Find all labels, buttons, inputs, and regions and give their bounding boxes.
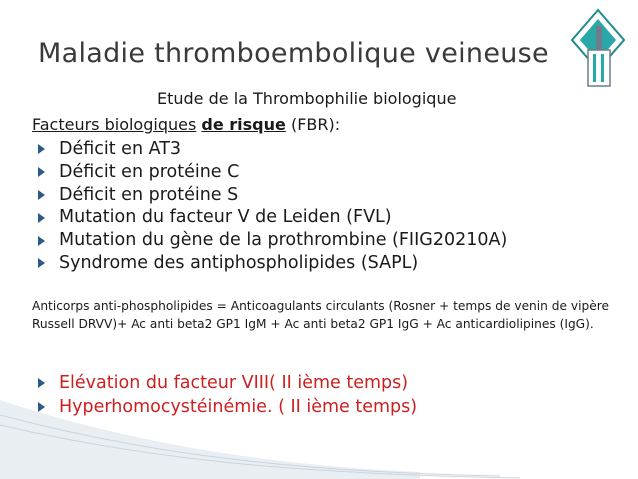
fbr-heading-part3: (FBR):: [290, 115, 341, 134]
list-item: [32, 371, 417, 395]
fbr-heading: [32, 115, 340, 134]
bullet-arrow-icon: [38, 167, 45, 177]
second-phase-list: [32, 371, 417, 419]
bullet-arrow-icon: [38, 236, 45, 246]
list-item-label: Mutation du gène de la prothrombine (FIIG20210A): [59, 230, 508, 251]
list-item: [32, 161, 507, 184]
bullet-arrow-icon: [38, 258, 45, 268]
bullet-arrow-icon: [38, 190, 45, 200]
list-item-label: Déficit en AT3: [59, 139, 182, 159]
bullet-arrow-icon: [38, 144, 45, 154]
bullet-arrow-icon: [38, 402, 45, 412]
list-item-label: Mutation du facteur V de Leiden (FVL): [59, 207, 392, 228]
list-item-label: Hyperhomocystéinémie. ( II ième temps): [59, 397, 418, 417]
list-item: [32, 138, 507, 161]
list-item: [32, 395, 417, 419]
list-item-label: Déficit en protéine C: [59, 161, 240, 182]
list-item-label: Syndrome des antiphospholipides (SAPL): [59, 252, 419, 273]
list-item: [32, 184, 507, 207]
medical-school-logo-icon: [568, 6, 630, 90]
list-item-label: Déficit en protéine S: [59, 184, 239, 205]
slide-title: Maladie thromboembolique veineuse: [38, 38, 549, 69]
risk-factor-list: [32, 138, 507, 275]
fbr-heading-part1: Facteurs biologiques: [32, 115, 197, 134]
fbr-heading-risk: de risque: [201, 115, 286, 134]
list-item: [32, 229, 507, 252]
list-item-label: Elévation du facteur VIII( II ième temps): [59, 373, 409, 393]
list-item: [32, 252, 507, 275]
antiphospholipid-paragraph: Anticorps anti-phospholipides = Anticoagulants circulants (Rosner + temps de venin de vipère Russell DRVV)+ Ac anti beta2 GP1 IgM + Ac anti beta2 GP1 IgG + Ac anticardiolipines (IgG).: [32, 299, 609, 331]
bullet-arrow-icon: [38, 378, 45, 388]
bullet-arrow-icon: [38, 213, 45, 223]
slide-subtitle: Etude de la Thrombophilie biologique: [157, 89, 457, 108]
list-item: [32, 206, 507, 229]
